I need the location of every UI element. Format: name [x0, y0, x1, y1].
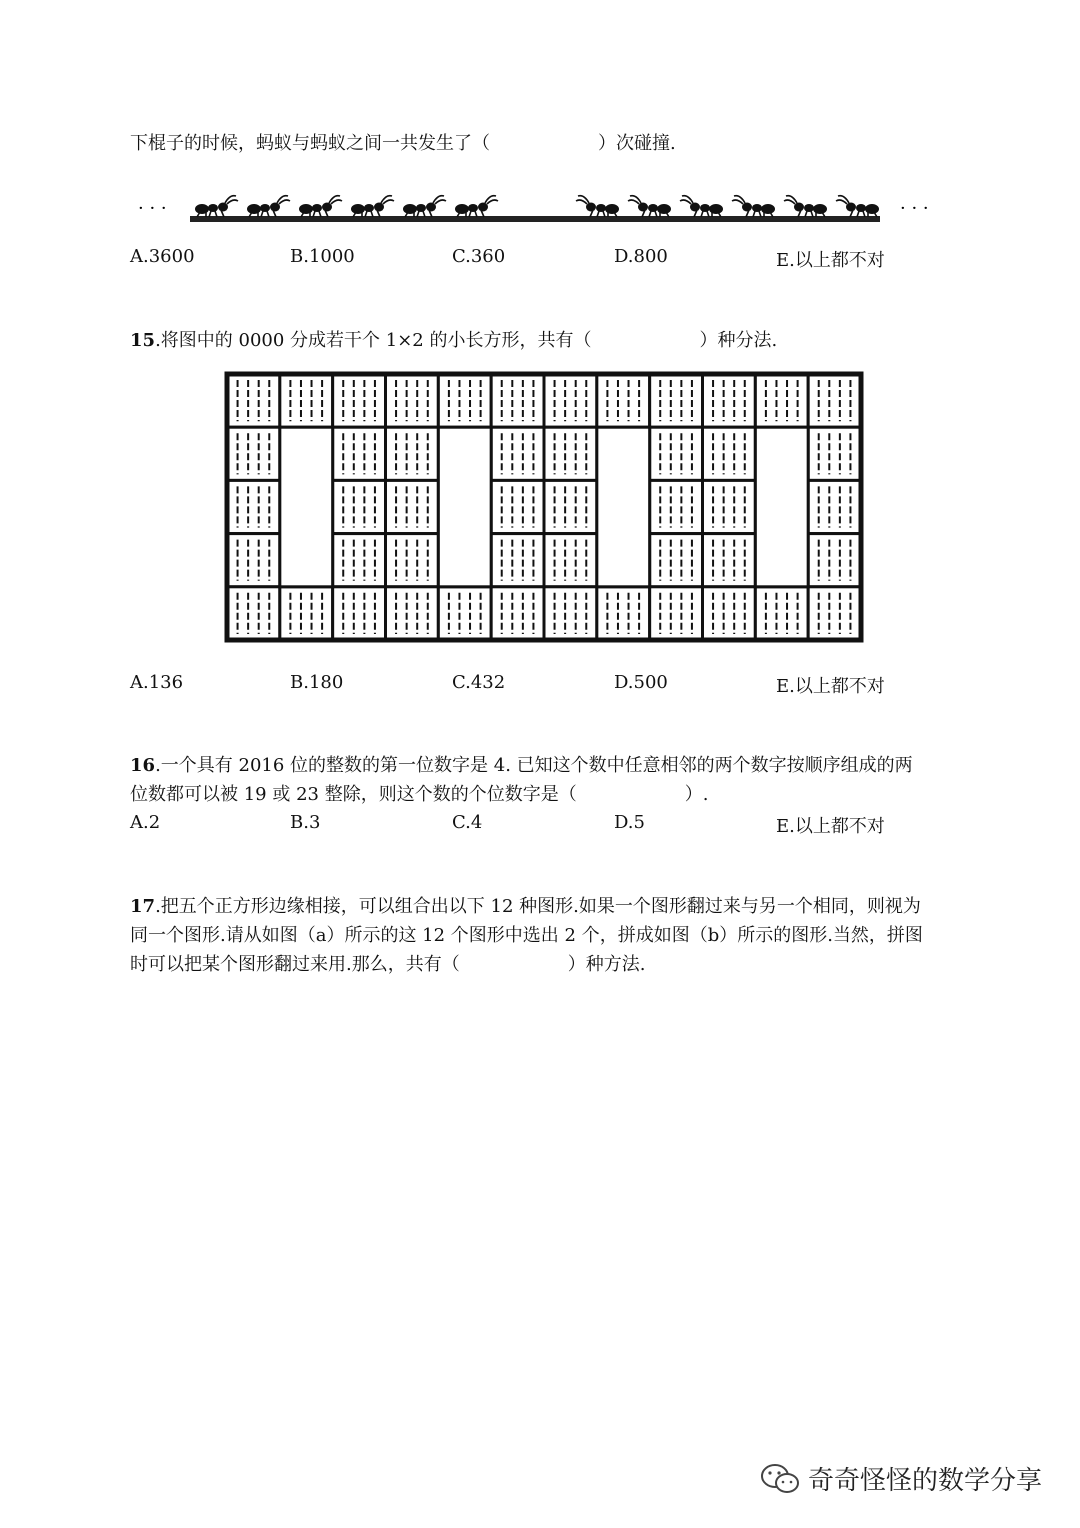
- grid-cell: [703, 587, 756, 640]
- grid-cell: [386, 480, 439, 533]
- grid-cell: [280, 374, 333, 427]
- ants-facing-left: [576, 196, 879, 217]
- grid-cell: [227, 587, 280, 640]
- grid-cell: [650, 480, 703, 533]
- q15-option-d: D.500: [614, 672, 668, 693]
- grid-cell: [755, 374, 808, 427]
- grid-cell: [703, 427, 756, 480]
- dots-left: · · ·: [138, 198, 167, 219]
- grid-cell: [650, 427, 703, 480]
- ant: [403, 196, 446, 217]
- grid-cell: [650, 587, 703, 640]
- grid-cell: [491, 480, 544, 533]
- grid-cell: [808, 534, 861, 587]
- grid-cell: [703, 534, 756, 587]
- grid-cell: [333, 534, 386, 587]
- grid-hole: [597, 427, 650, 587]
- grid-cell: [544, 534, 597, 587]
- grid-cell: [333, 587, 386, 640]
- ant: [784, 196, 827, 217]
- q14-option-b: B.1000: [290, 246, 355, 267]
- ant: [247, 196, 290, 217]
- grid-cell: [808, 374, 861, 427]
- grid-cell: [544, 587, 597, 640]
- q16-option-d: D.5: [614, 812, 645, 833]
- grid-cell: [386, 427, 439, 480]
- grid-cell: [227, 480, 280, 533]
- ants-facing-right: [195, 196, 498, 217]
- q14-option-c: C.360: [452, 246, 506, 267]
- q16-option-c: C.4: [452, 812, 483, 833]
- grid-hole: [438, 427, 491, 587]
- grid-cell: [280, 587, 333, 640]
- ant: [732, 196, 775, 217]
- q16-line1: 16.一个具有 2016 位的整数的第一位数字是 4. 已知这个数中任意相邻的两个数字按顺序组成的两: [130, 755, 913, 776]
- grid-cell: [333, 427, 386, 480]
- grid-cell: [491, 374, 544, 427]
- ant: [628, 196, 671, 217]
- grid-cell: [491, 587, 544, 640]
- grid-cell: [544, 427, 597, 480]
- grid-cell: [333, 480, 386, 533]
- wechat-icon: [760, 1462, 800, 1496]
- q15-option-e: E.以上都不对: [776, 676, 885, 697]
- ant: [680, 196, 723, 217]
- grid-cell: [703, 480, 756, 533]
- ants-on-stick-figure: [130, 190, 950, 230]
- grid-cell: [544, 374, 597, 427]
- q14-option-d: D.800: [614, 246, 668, 267]
- ant: [576, 196, 619, 217]
- grid-cell: [650, 534, 703, 587]
- grid-hole: [280, 427, 333, 587]
- q17-number: 17: [130, 896, 156, 917]
- q14-option-e: E.以上都不对: [776, 250, 885, 271]
- grid-cell: [386, 534, 439, 587]
- grid-cell: [703, 374, 756, 427]
- grid-cell: [227, 534, 280, 587]
- q14-text: 下棍子的时候，蚂蚁与蚂蚁之间一共发生了（ ）次碰撞.: [130, 133, 676, 154]
- dots-right: · · ·: [900, 198, 929, 219]
- q15-option-b: B.180: [290, 672, 344, 693]
- grid-cell: [438, 374, 491, 427]
- grid-cell: [755, 587, 808, 640]
- q15-text: 15.将图中的 0000 分成若干个 1×2 的小长方形，共有（ ）种分法.: [130, 330, 778, 351]
- grid-cell: [333, 374, 386, 427]
- q16-line2: 位数都可以被 19 或 23 整除，则这个数的个位数字是（ ）.: [130, 784, 709, 805]
- grid-cell: [597, 587, 650, 640]
- watermark-text: 奇奇怪怪的数学分享: [808, 1466, 1043, 1496]
- ant: [299, 196, 342, 217]
- grid-cell: [597, 374, 650, 427]
- q15-number: 15: [130, 330, 156, 351]
- q16-option-e: E.以上都不对: [776, 816, 885, 837]
- grid-cell: [808, 587, 861, 640]
- grid-cell: [438, 587, 491, 640]
- q15-option-a: A.136: [130, 672, 184, 693]
- grid-cell: [808, 480, 861, 533]
- grid-cell: [491, 427, 544, 480]
- q14-option-a: A.3600: [130, 246, 195, 267]
- grid-cell: [386, 374, 439, 427]
- grid-hole: [755, 427, 808, 587]
- stick: [190, 216, 880, 222]
- ant: [455, 196, 498, 217]
- q17-line1: 17.把五个正方形边缘相接，可以组合出以下 12 种图形.如果一个图形翻过来与另一个相同，则视为: [130, 896, 921, 917]
- grid-cell: [650, 374, 703, 427]
- q15-option-c: C.432: [452, 672, 506, 693]
- q16-option-a: A.2: [130, 812, 161, 833]
- q17-line3: 时可以把某个图形翻过来用.那么，共有（ ）种方法.: [130, 954, 646, 975]
- ant: [195, 196, 238, 217]
- ant: [351, 196, 394, 217]
- ant: [836, 196, 879, 217]
- grid-cell: [544, 480, 597, 533]
- grid-cell: [491, 534, 544, 587]
- q17-line2: 同一个图形.请从如图（a）所示的这 12 个图形中选出 2 个，拼成如图（b）所示的图形.当然，拼图: [130, 925, 923, 946]
- grid-cell: [227, 427, 280, 480]
- watermark: [760, 1460, 1042, 1497]
- grid-cell: [227, 374, 280, 427]
- q16-number: 16: [130, 755, 156, 776]
- zero-grid-figure: [224, 371, 864, 643]
- grid-cell: [386, 587, 439, 640]
- q16-option-b: B.3: [290, 812, 321, 833]
- grid-cell: [808, 427, 861, 480]
